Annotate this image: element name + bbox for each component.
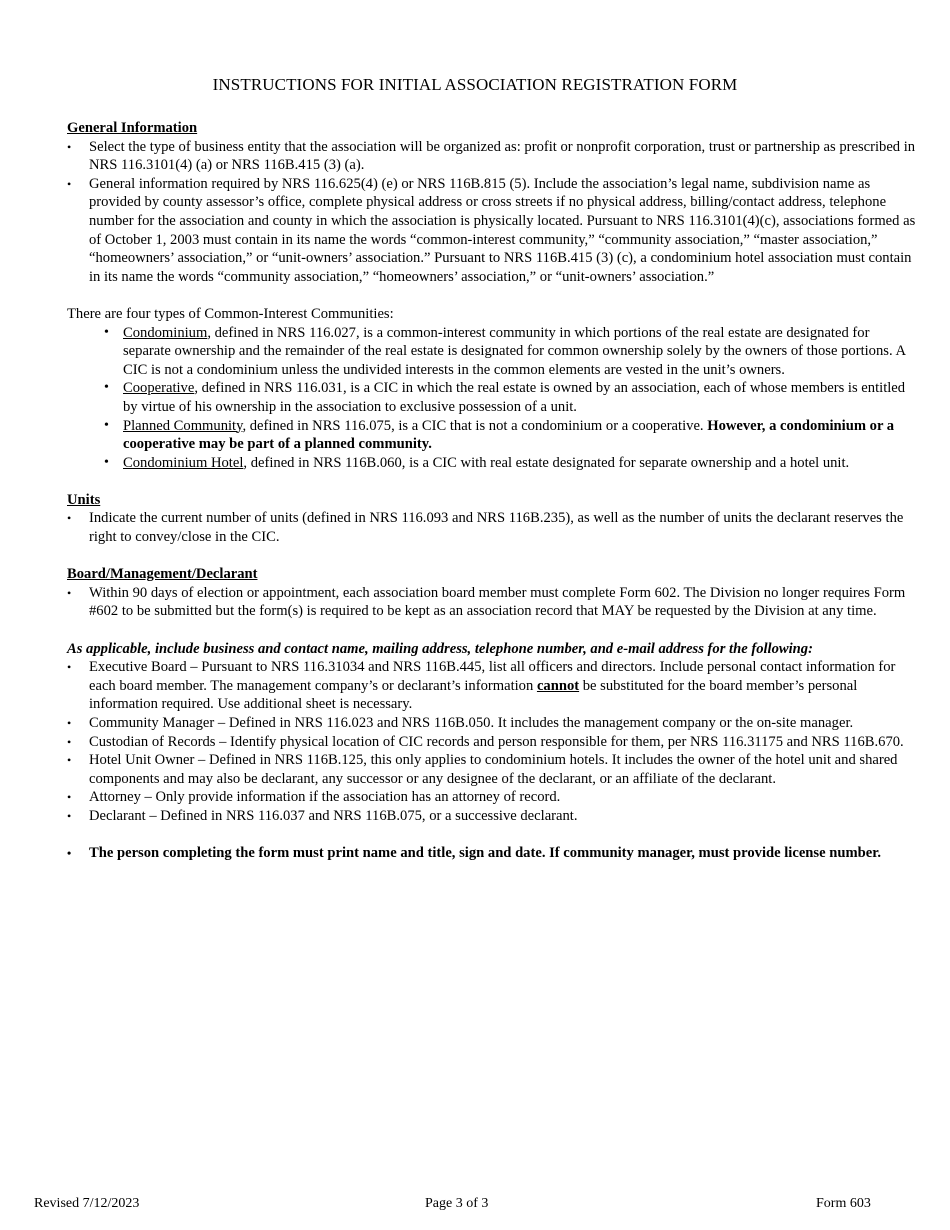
type-condominium-hotel <box>67 454 917 473</box>
section-heading-board: Board/Management/Declarant <box>67 566 258 583</box>
item-attorney: • Attorney – Only provide information if the association has an attorney of record. <box>67 788 917 807</box>
type-note-bold: However, a condominium or a cooperative may be part of a planned community. <box>123 417 895 453</box>
section-heading-units: Units <box>67 491 101 508</box>
term-condominium-hotel: Condominium Hotel <box>123 454 244 471</box>
type-text: , defined in NRS 116.031, is a CIC in which the real estate is owned by an association, each of whose members is entitled by virtue of his ownership in the association to exclusive possession of a unit. <box>123 380 906 415</box>
type-text: , defined in NRS 116.027, is a common-interest community in which portions of the real estate are designated for separate ownership and the remainder of the real estate is designated for common ownership solely by the owners of those portions. A CIC is not a condominium unless the undivided interests in the common elements are vested in the unit’s owners. <box>123 324 906 378</box>
type-text: , defined in NRS 116B.060, is a CIC with real estate designated for separate ownership and a hotel unit. <box>243 454 850 471</box>
units-list <box>67 509 917 546</box>
item-hotel-unit-owner: • Hotel Unit Owner – Defined in NRS 116B.125, this only applies to condominium hotels. It includes the owner of the hotel unit and shared components and may also be declarant, any successor or any designee of the declarant, or an affiliate of the declarant. <box>67 751 917 788</box>
footer-form-number: Form 603 <box>816 1196 871 1211</box>
types-list <box>67 324 917 473</box>
page-title: INSTRUCTIONS FOR INITIAL ASSOCIATION REGISTRATION FORM <box>212 75 738 94</box>
final-list <box>67 844 917 863</box>
types-intro: There are four types of Common-Interest Communities: <box>67 305 394 322</box>
item-custodian: • Custodian of Records – Identify physical location of CIC records and person responsible for them, per NRS 116.31175 and NRS 116B.670. <box>67 733 917 752</box>
list-item: • Indicate the current number of units (defined in NRS 116.093 and NRS 116B.235), as well as the number of units the declarant reserves the right to convey/close in the CIC. <box>67 509 917 546</box>
list-item: • Select the type of business entity that the association will be organized as: profit or nonprofit corporation, trust or partnership as prescribed in NRS 116.3101(4) (a) or NRS 116B.415 (3) (a). <box>67 138 917 175</box>
item-community-manager: • Community Manager – Defined in NRS 116.023 and NRS 116B.050. It includes the management company or the on-site manager. <box>67 714 917 733</box>
footer-revised: Revised 7/12/2023 <box>34 1196 140 1211</box>
type-text: , defined in NRS 116.075, is a CIC that is not a condominium or a cooperative. <box>242 417 708 434</box>
term-condominium: Condominium <box>123 324 208 341</box>
term-cooperative: Cooperative <box>123 380 195 397</box>
term-planned-community: Planned Community <box>123 417 243 434</box>
item-executive-board <box>67 658 917 714</box>
type-planned-community <box>67 417 917 454</box>
list-item: • Within 90 days of election or appointment, each association board member must complete Form 602. The Division no longer requires Form #602 to be submitted but the form(s) is required to be kept as an association record that MAY be requested by the Division at any time. <box>67 584 917 621</box>
item-text: be substituted for the board member’s personal information required. Use additional sheet is necessary. <box>89 677 858 713</box>
type-condominium <box>67 324 917 380</box>
applicable-intro: As applicable, include business and contact name, mailing address, telephone number, and e-mail address for the following: <box>67 640 813 657</box>
type-cooperative <box>67 379 917 416</box>
document-body <box>67 119 917 863</box>
footer-page-number: Page 3 of 3 <box>425 1196 489 1211</box>
section-heading-general: General Information <box>67 120 198 136</box>
item-declarant: • Declarant – Defined in NRS 116.037 and NRS 116B.075, or a successive declarant. <box>67 807 917 826</box>
emphasis-cannot: cannot <box>536 677 580 694</box>
item-text: Executive Board – Pursuant to NRS 116.31034 and NRS 116B.445, list all officers and directors. Include personal contact information for each board member. The management company’s or declarant’s information <box>89 659 896 694</box>
list-item: • General information required by NRS 116.625(4) (e) or NRS 116B.815 (5). Include the association’s legal name, subdivision name as provided by county assessor’s office, complete physical address or cross streets if no physical address, billing/contact address, telephone number for the association and county in which the association is physically located. Pursuant to NRS 116.3101(4)(c), associations formed as of October 1, 2003 must contain in its name the words “common-interest community,” “community association,” “master association,” “homeowners’ association,” or “unit-owners’ association.” Pursuant to NRS 116B.415 (3) (c), a condominium hotel association must contain in its name the words “community association,” “homeowners’ association,” or “unit-owners’ association.” <box>67 175 917 287</box>
item-final-note: • The person completing the form must print name and title, sign and date. If community manager, must provide license number. <box>67 844 917 863</box>
board-list <box>67 584 917 621</box>
general-list <box>67 138 917 287</box>
applicable-list <box>67 658 917 825</box>
